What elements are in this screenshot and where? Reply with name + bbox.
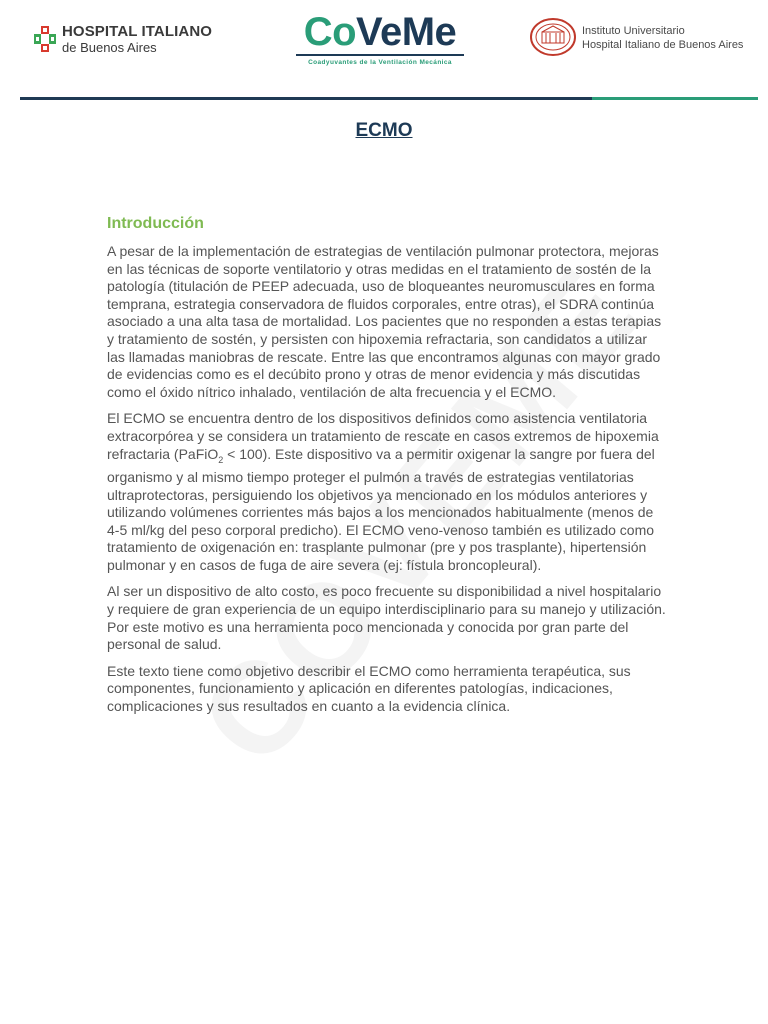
instituto-universitario-logo bbox=[530, 18, 750, 58]
paragraph-2 bbox=[107, 410, 667, 574]
paragraph-2-subscript: 2 bbox=[218, 454, 224, 465]
header-divider-navy bbox=[20, 97, 592, 100]
institute-logo-line1: Instituto Universitario bbox=[582, 25, 685, 37]
header-divider-green bbox=[592, 97, 758, 100]
document-title: ECMO bbox=[355, 120, 413, 141]
institute-logo-line2: Hospital Italiano de Buenos Aires bbox=[582, 39, 744, 51]
section-heading-introduccion: Introducción bbox=[107, 215, 204, 232]
paragraph-3: Al ser un dispositivo de alto costo, es poco frecuente su disponibilidad a nivel hospitalario y requiere de gran experiencia de un equipo interdisciplinario para su manejo y utilización. Por este motivo es una herramienta poco mencionada y conocida por gran parte del personal de salud. bbox=[107, 583, 666, 653]
paragraph-4: Este texto tiene como objetivo describir el ECMO como herramienta terapéutica, sus componentes, funcionamiento y aplicación en diferentes patologías, indicaciones, complicaciones y sus resultados en cuanto a la evidencia clínica. bbox=[107, 662, 631, 715]
document-body bbox=[107, 213, 667, 725]
page-header bbox=[0, 0, 768, 100]
coveme-logo bbox=[290, 10, 470, 68]
coveme-logo-ve: Ve bbox=[356, 10, 402, 54]
coveme-logo-me: Me bbox=[401, 10, 457, 54]
hospital-cross-icon bbox=[34, 26, 56, 52]
coveme-logo-rule bbox=[296, 54, 464, 56]
coveme-logo-co: Co bbox=[303, 10, 357, 54]
paragraph-2-part-b: < 100). Este dispositivo va a permitir oxigenar la sangre por fuera del organismo y al mismo tiempo proteger el pulmón a través de estrategias ventilatorias ultraprotectoras, persiguiendo los objetivos ya mencionado en los módulos anteriores y utilizando volúmenes corrientes más bajos a los mencionados habitualmente (menos de 4-5 ml/kg del peso corporal predicho). El ECMO veno-venoso también es utilizado como tratamiento de oxigenación en: trasplante pulmonar (pre y pos trasplante), hipertensión pulmonar y en casos de fuga de aire severa (ej: fístula broncopleural). bbox=[107, 445, 655, 573]
paragraph-1: A pesar de la implementación de estrategias de ventilación pulmonar protectora, mejoras en las técnicas de soporte ventilatorio y otras medidas en el tratamiento de sostén de la patología (titulación de PEEP adecuada, uso de bloqueantes neuromusculares en forma temprana, estrategia conservadora de fluidos corporales, entre otras), el SDRA continúa asociado a una alta tasa de mortalidad. Los pacientes que no responden a estas terapias y tratamiento de sostén, y persisten con hipoxemia refractaria, son candidatos a utilizar las llamadas maniobras de rescate. Entre las que encontramos algunas con mayor grado de evidencias como es el decúbito prono y otras de menor evidencia y más discutidas como el óxido nítrico inhalado, ventilación de alta frecuencia y el ECMO. bbox=[107, 243, 662, 400]
coveme-tagline: Coadyuvantes de la Ventilación Mecánica bbox=[308, 59, 452, 66]
university-seal-icon bbox=[530, 18, 576, 56]
paragraph-2-part-a: El ECMO se encuentra dentro de los dispositivos definidos como asistencia ventilatoria extracorpórea y se considera un tratamiento de rescate en casos extremos de hipoxemia refractaria (PaFiO bbox=[107, 410, 659, 462]
hospital-logo-line1: HOSPITAL ITALIANO bbox=[62, 23, 213, 40]
hospital-italiano-logo bbox=[34, 24, 234, 56]
hospital-logo-line2: de Buenos Aires bbox=[62, 40, 157, 55]
